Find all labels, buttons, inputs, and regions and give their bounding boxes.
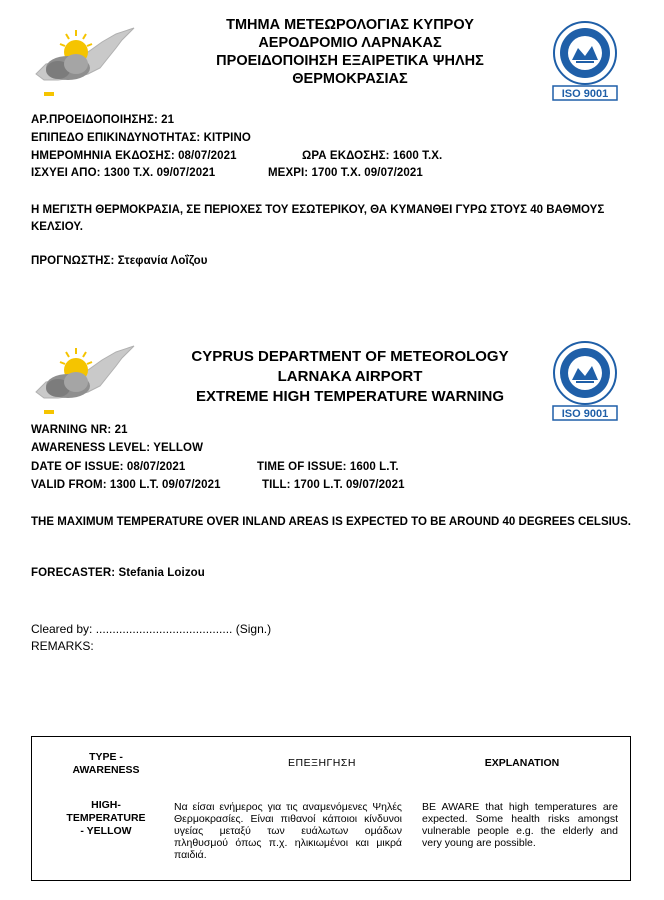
remarks-label: REMARKS: [31, 639, 94, 653]
awareness-legend-table [31, 736, 631, 881]
table-cell-greek-explanation: Να είσαι ενήμερος για τις αναμενόμενες Ψηλές Θερμοκρασίες. Είναι πιθανοί κάποιοι κίνδυνοι υγείας μεταξύ των ευάλωτων ομάδων πληθυσμού όπως π.χ. ηλικιωμένοι και μικρά παιδιά. [174, 801, 402, 861]
english-warning-number: WARNING NR: 21 [31, 424, 128, 436]
english-valid-from: VALID FROM: 1300 L.T. 09/07/2021 [31, 479, 221, 491]
english-title-line: CYPRUS DEPARTMENT OF METEOROLOGY [191, 348, 509, 365]
greek-awareness-level: ΕΠΙΠΕΔΟ ΕΠΙΚΙΝΔΥΝΟΤΗΤΑΣ: ΚΙΤΡΙΝΟ [31, 132, 251, 144]
english-issue-date: DATE OF ISSUE: 08/07/2021 [31, 461, 186, 473]
greek-forecaster: ΠΡΟΓΝΩΣΤΗΣ: Στεφανία Λοΐζου [31, 255, 208, 267]
english-title [150, 347, 550, 407]
iso-label: ISO 9001 [561, 408, 609, 420]
greek-issue-date: ΗΜΕΡΟΜΗΝΙΑ ΕΚΔΟΣΗΣ: 08/07/2021 [31, 150, 237, 162]
iso-label: ISO 9001 [561, 88, 609, 100]
english-title-line: EXTREME HIGH TEMPERATURE WARNING [195, 388, 505, 405]
cleared-by-line: Cleared by: ......................................... (Sign.) [31, 622, 272, 636]
greek-title-line: ΤΜΗΜΑ ΜΕΤΕΩΡΟΛΟΓΙΑΣ ΚΥΠΡΟΥ [226, 17, 474, 33]
table-header-greek-explanation: ΕΠΕΞΗΓΗΣΗ [288, 757, 356, 769]
english-warning-message: THE MAXIMUM TEMPERATURE OVER INLAND AREAS IS EXPECTED TO BE AROUND 40 DEGREES CELSIUS. [31, 516, 631, 528]
greek-issue-time: ΩΡΑ ΕΚΔΟΣΗΣ: 1600 Τ.Χ. [302, 150, 443, 162]
table-header-explanation: EXPLANATION [484, 757, 560, 769]
iso-certification-logo [550, 20, 620, 102]
table-header-type: TYPE - AWARENESS [72, 751, 140, 776]
english-title-line: LARNAKA AIRPORT [277, 368, 423, 385]
greek-title-line: ΑΕΡΟΔΡΟΜΙΟ ΛΑΡΝΑΚΑΣ [258, 35, 442, 51]
iso-certification-logo [550, 340, 620, 422]
greek-warning-message: Η ΜΕΓΙΣΤΗ ΘΕΡΜΟΚΡΑΣΙΑ, ΣΕ ΠΕΡΙΟΧΕΣ ΤΟΥ ΕΣΩΤΕΡΙΚΟΥ, ΘΑ ΚΥΜΑΝΘΕΙ ΓΥΡΩ ΣΤΟΥΣ 40 ΒΑΘΜΟΥΣ ΚΕΛΣΙΟΥ. [31, 204, 605, 233]
english-forecaster: FORECASTER: Stefania Loizou [31, 567, 205, 579]
greek-title [170, 16, 530, 88]
weather-logo [30, 22, 142, 102]
greek-title-line: ΘΕΡΜΟΚΡΑΣΙΑΣ [292, 71, 408, 87]
english-valid-till: TILL: 1700 L.T. 09/07/2021 [262, 479, 405, 491]
greek-valid-till: ΜΕΧΡΙ: 1700 Τ.Χ. 09/07/2021 [268, 167, 423, 179]
table-cell-type: HIGH-TEMPERATURE - YELLOW [66, 799, 146, 837]
english-awareness-level: AWARENESS LEVEL: YELLOW [31, 442, 204, 454]
weather-logo [30, 340, 142, 420]
greek-title-line: ΠΡΟΕΙΔΟΠΟΙΗΣΗ ΕΞΑΙΡΕΤΙΚΑ ΨΗΛΗΣ [216, 53, 484, 69]
table-cell-explanation: BE AWARE that high temperatures are expected. Some health risks amongst vulnerable people e.g. the elderly and very young are possible. [422, 801, 618, 849]
english-issue-time: TIME OF ISSUE: 1600 L.T. [257, 461, 399, 473]
greek-warning-number: ΑΡ.ΠΡΟΕΙΔΟΠΟΙΗΣΗΣ: 21 [31, 114, 175, 126]
greek-valid-from: ΙΣΧΥΕΙ ΑΠΟ: 1300 Τ.Χ. 09/07/2021 [31, 167, 216, 179]
